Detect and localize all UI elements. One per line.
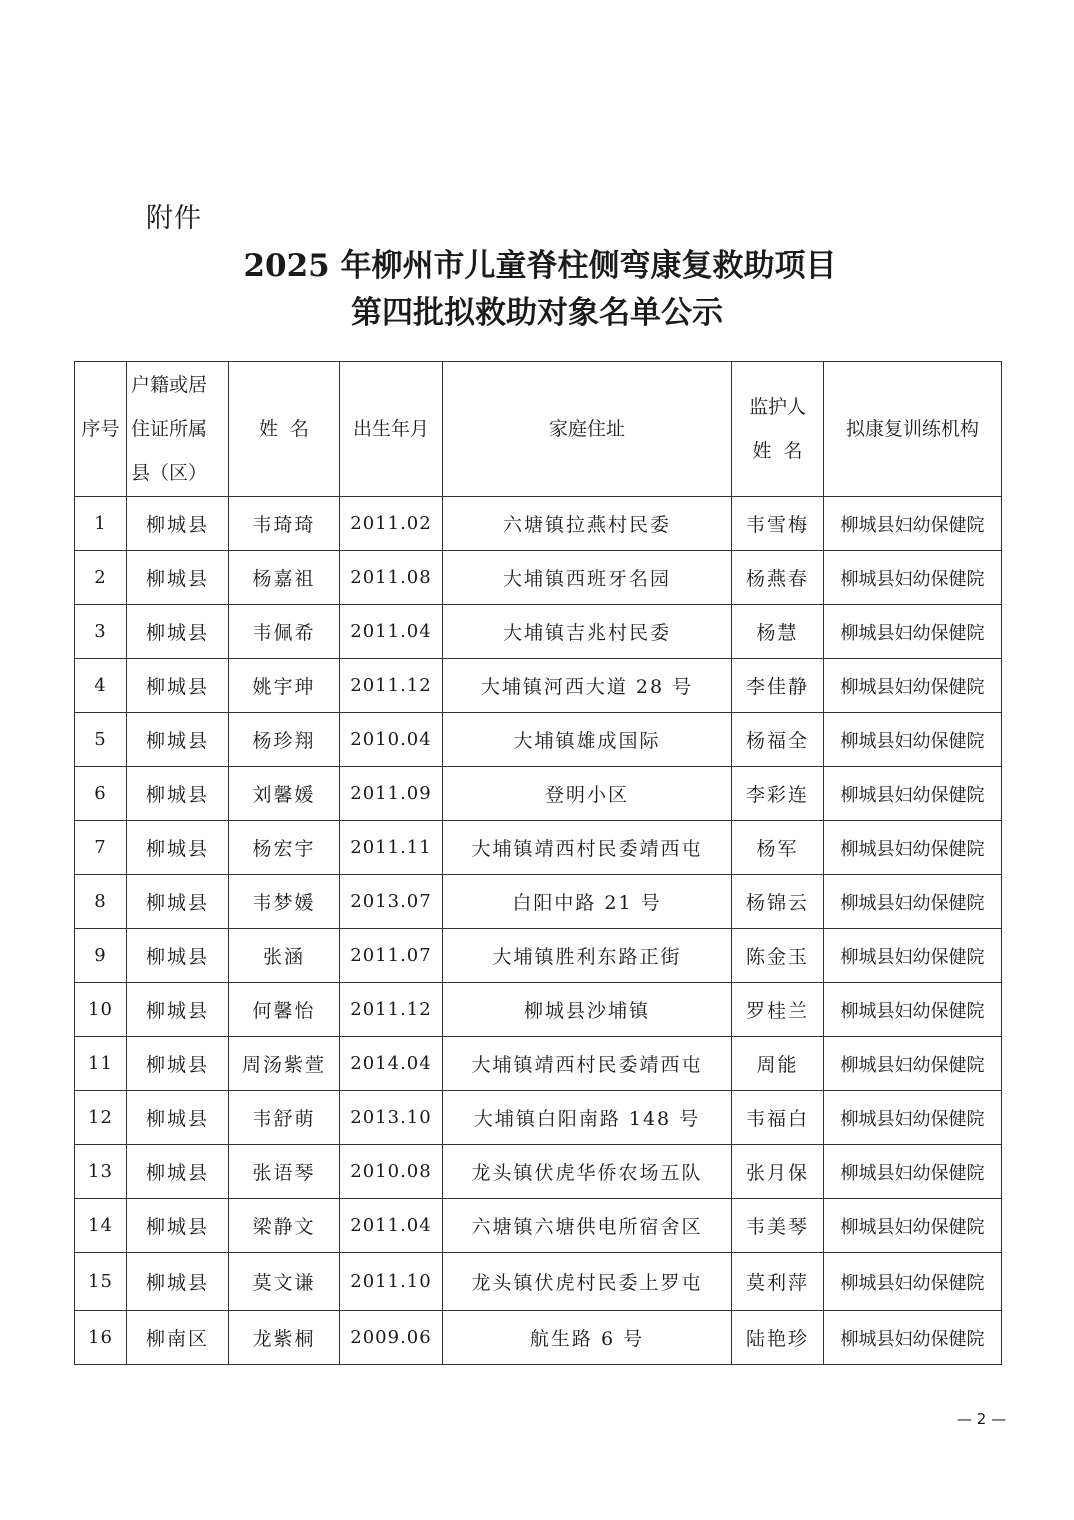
cell-institution: 柳城县妇幼保健院 bbox=[824, 929, 1002, 983]
cell-name: 杨宏宇 bbox=[229, 821, 340, 875]
cell-name: 张涵 bbox=[229, 929, 340, 983]
cell-institution: 柳城县妇幼保健院 bbox=[824, 1091, 1002, 1145]
table-row bbox=[75, 1253, 1002, 1311]
cell-birth: 2013.07 bbox=[340, 875, 443, 929]
cell-address: 柳城县沙埔镇 bbox=[443, 983, 732, 1037]
document-title-line1: 2025 年柳州市儿童脊柱侧弯康复救助项目 bbox=[243, 248, 837, 284]
cell-birth: 2010.08 bbox=[340, 1145, 443, 1199]
cell-birth: 2013.10 bbox=[340, 1091, 443, 1145]
cell-guardian: 李佳静 bbox=[732, 659, 824, 713]
cell-county: 柳城县 bbox=[127, 713, 229, 767]
cell-name: 韦琦琦 bbox=[229, 497, 340, 551]
cell-birth: 2014.04 bbox=[340, 1037, 443, 1091]
cell-guardian: 罗桂兰 bbox=[732, 983, 824, 1037]
page-number: — 2 — bbox=[957, 1410, 1007, 1428]
cell-index: 2 bbox=[75, 551, 127, 605]
cell-county: 柳城县 bbox=[127, 605, 229, 659]
cell-address: 六塘镇拉燕村民委 bbox=[443, 497, 732, 551]
cell-county: 柳城县 bbox=[127, 983, 229, 1037]
table-row bbox=[75, 1311, 1002, 1365]
table-row bbox=[75, 1037, 1002, 1091]
cell-county: 柳城县 bbox=[127, 1145, 229, 1199]
cell-birth: 2011.07 bbox=[340, 929, 443, 983]
cell-name: 姚宇珅 bbox=[229, 659, 340, 713]
header-address: 家庭住址 bbox=[443, 362, 732, 497]
cell-guardian: 李彩连 bbox=[732, 767, 824, 821]
table-row bbox=[75, 1199, 1002, 1253]
cell-index: 12 bbox=[75, 1091, 127, 1145]
cell-county: 柳城县 bbox=[127, 1253, 229, 1311]
cell-index: 15 bbox=[75, 1253, 127, 1311]
cell-guardian: 陆艳珍 bbox=[732, 1311, 824, 1365]
cell-birth: 2011.02 bbox=[340, 497, 443, 551]
cell-institution: 柳城县妇幼保健院 bbox=[824, 659, 1002, 713]
cell-address: 龙头镇伏虎村民委上罗屯 bbox=[443, 1253, 732, 1311]
header-guardian-line2: 姓 名 bbox=[752, 440, 803, 462]
cell-guardian: 杨锦云 bbox=[732, 875, 824, 929]
cell-address: 大埔镇胜利东路正街 bbox=[443, 929, 732, 983]
cell-index: 13 bbox=[75, 1145, 127, 1199]
cell-address: 登明小区 bbox=[443, 767, 732, 821]
cell-address: 白阳中路 21 号 bbox=[443, 875, 732, 929]
cell-name: 韦佩希 bbox=[229, 605, 340, 659]
cell-address: 大埔镇吉兆村民委 bbox=[443, 605, 732, 659]
cell-institution: 柳城县妇幼保健院 bbox=[824, 605, 1002, 659]
cell-county: 柳城县 bbox=[127, 1037, 229, 1091]
header-county-line1: 户籍或居 bbox=[131, 374, 208, 396]
cell-guardian: 张月保 bbox=[732, 1145, 824, 1199]
cell-birth: 2011.12 bbox=[340, 659, 443, 713]
cell-index: 9 bbox=[75, 929, 127, 983]
cell-name: 刘馨媛 bbox=[229, 767, 340, 821]
cell-institution: 柳城县妇幼保健院 bbox=[824, 1311, 1002, 1365]
table-row bbox=[75, 497, 1002, 551]
cell-birth: 2011.08 bbox=[340, 551, 443, 605]
cell-birth: 2010.04 bbox=[340, 713, 443, 767]
cell-guardian: 杨慧 bbox=[732, 605, 824, 659]
header-county-line3: 县（区） bbox=[131, 462, 208, 484]
cell-county: 柳城县 bbox=[127, 929, 229, 983]
cell-index: 5 bbox=[75, 713, 127, 767]
cell-birth: 2011.04 bbox=[340, 1199, 443, 1253]
cell-name: 韦舒萌 bbox=[229, 1091, 340, 1145]
cell-county: 柳南区 bbox=[127, 1311, 229, 1365]
cell-name: 韦梦媛 bbox=[229, 875, 340, 929]
cell-institution: 柳城县妇幼保健院 bbox=[824, 1037, 1002, 1091]
cell-index: 3 bbox=[75, 605, 127, 659]
table-row bbox=[75, 659, 1002, 713]
header-county-line2: 住证所属 bbox=[131, 418, 208, 440]
cell-birth: 2011.10 bbox=[340, 1253, 443, 1311]
document-title-line2: 第四批拟救助对象名单公示 bbox=[351, 295, 723, 331]
header-name: 姓 名 bbox=[229, 362, 340, 497]
cell-index: 14 bbox=[75, 1199, 127, 1253]
cell-guardian: 周能 bbox=[732, 1037, 824, 1091]
table-row bbox=[75, 551, 1002, 605]
beneficiary-table bbox=[74, 361, 1002, 1365]
cell-county: 柳城县 bbox=[127, 497, 229, 551]
cell-name: 龙紫桐 bbox=[229, 1311, 340, 1365]
header-guardian-line1: 监护人 bbox=[748, 396, 806, 418]
cell-guardian: 陈金玉 bbox=[732, 929, 824, 983]
header-institution: 拟康复训练机构 bbox=[824, 362, 1002, 497]
cell-name: 张语琴 bbox=[229, 1145, 340, 1199]
cell-address: 大埔镇雄成国际 bbox=[443, 713, 732, 767]
cell-name: 周汤紫萱 bbox=[229, 1037, 340, 1091]
cell-index: 11 bbox=[75, 1037, 127, 1091]
table-row bbox=[75, 929, 1002, 983]
table-row bbox=[75, 1145, 1002, 1199]
cell-county: 柳城县 bbox=[127, 821, 229, 875]
table-row bbox=[75, 983, 1002, 1037]
cell-guardian: 莫利萍 bbox=[732, 1253, 824, 1311]
cell-county: 柳城县 bbox=[127, 659, 229, 713]
cell-index: 1 bbox=[75, 497, 127, 551]
cell-name: 杨珍翔 bbox=[229, 713, 340, 767]
cell-institution: 柳城县妇幼保健院 bbox=[824, 767, 1002, 821]
cell-institution: 柳城县妇幼保健院 bbox=[824, 821, 1002, 875]
table-header-row bbox=[75, 362, 1002, 497]
cell-name: 梁静文 bbox=[229, 1199, 340, 1253]
cell-address: 大埔镇河西大道 28 号 bbox=[443, 659, 732, 713]
cell-institution: 柳城县妇幼保健院 bbox=[824, 551, 1002, 605]
cell-index: 6 bbox=[75, 767, 127, 821]
cell-guardian: 杨燕春 bbox=[732, 551, 824, 605]
cell-birth: 2009.06 bbox=[340, 1311, 443, 1365]
cell-guardian: 杨军 bbox=[732, 821, 824, 875]
cell-guardian: 韦雪梅 bbox=[732, 497, 824, 551]
cell-institution: 柳城县妇幼保健院 bbox=[824, 713, 1002, 767]
table-row bbox=[75, 605, 1002, 659]
cell-guardian: 韦美琴 bbox=[732, 1199, 824, 1253]
cell-birth: 2011.11 bbox=[340, 821, 443, 875]
cell-institution: 柳城县妇幼保健院 bbox=[824, 497, 1002, 551]
cell-name: 莫文谦 bbox=[229, 1253, 340, 1311]
header-guardian bbox=[732, 362, 824, 497]
cell-county: 柳城县 bbox=[127, 767, 229, 821]
attachment-label: 附件 bbox=[146, 203, 202, 234]
cell-address: 大埔镇靖西村民委靖西屯 bbox=[443, 821, 732, 875]
cell-address: 大埔镇靖西村民委靖西屯 bbox=[443, 1037, 732, 1091]
cell-index: 4 bbox=[75, 659, 127, 713]
header-index: 序号 bbox=[75, 362, 127, 497]
cell-name: 杨嘉祖 bbox=[229, 551, 340, 605]
cell-county: 柳城县 bbox=[127, 1199, 229, 1253]
cell-address: 大埔镇西班牙名园 bbox=[443, 551, 732, 605]
table-row bbox=[75, 821, 1002, 875]
table-row bbox=[75, 713, 1002, 767]
cell-index: 16 bbox=[75, 1311, 127, 1365]
cell-address: 大埔镇白阳南路 148 号 bbox=[443, 1091, 732, 1145]
cell-address: 龙头镇伏虎华侨农场五队 bbox=[443, 1145, 732, 1199]
cell-institution: 柳城县妇幼保健院 bbox=[824, 1145, 1002, 1199]
header-birth: 出生年月 bbox=[340, 362, 443, 497]
table-body bbox=[75, 497, 1002, 1365]
cell-birth: 2011.04 bbox=[340, 605, 443, 659]
cell-institution: 柳城县妇幼保健院 bbox=[824, 875, 1002, 929]
cell-index: 7 bbox=[75, 821, 127, 875]
cell-index: 8 bbox=[75, 875, 127, 929]
cell-county: 柳城县 bbox=[127, 551, 229, 605]
cell-institution: 柳城县妇幼保健院 bbox=[824, 1199, 1002, 1253]
header-county bbox=[127, 362, 229, 497]
cell-address: 六塘镇六塘供电所宿舍区 bbox=[443, 1199, 732, 1253]
table-row bbox=[75, 1091, 1002, 1145]
cell-address: 航生路 6 号 bbox=[443, 1311, 732, 1365]
cell-guardian: 韦福白 bbox=[732, 1091, 824, 1145]
cell-index: 10 bbox=[75, 983, 127, 1037]
cell-birth: 2011.12 bbox=[340, 983, 443, 1037]
table-row bbox=[75, 767, 1002, 821]
cell-guardian: 杨福全 bbox=[732, 713, 824, 767]
cell-county: 柳城县 bbox=[127, 1091, 229, 1145]
cell-county: 柳城县 bbox=[127, 875, 229, 929]
cell-name: 何馨怡 bbox=[229, 983, 340, 1037]
table-row bbox=[75, 875, 1002, 929]
cell-birth: 2011.09 bbox=[340, 767, 443, 821]
cell-institution: 柳城县妇幼保健院 bbox=[824, 983, 1002, 1037]
cell-institution: 柳城县妇幼保健院 bbox=[824, 1253, 1002, 1311]
